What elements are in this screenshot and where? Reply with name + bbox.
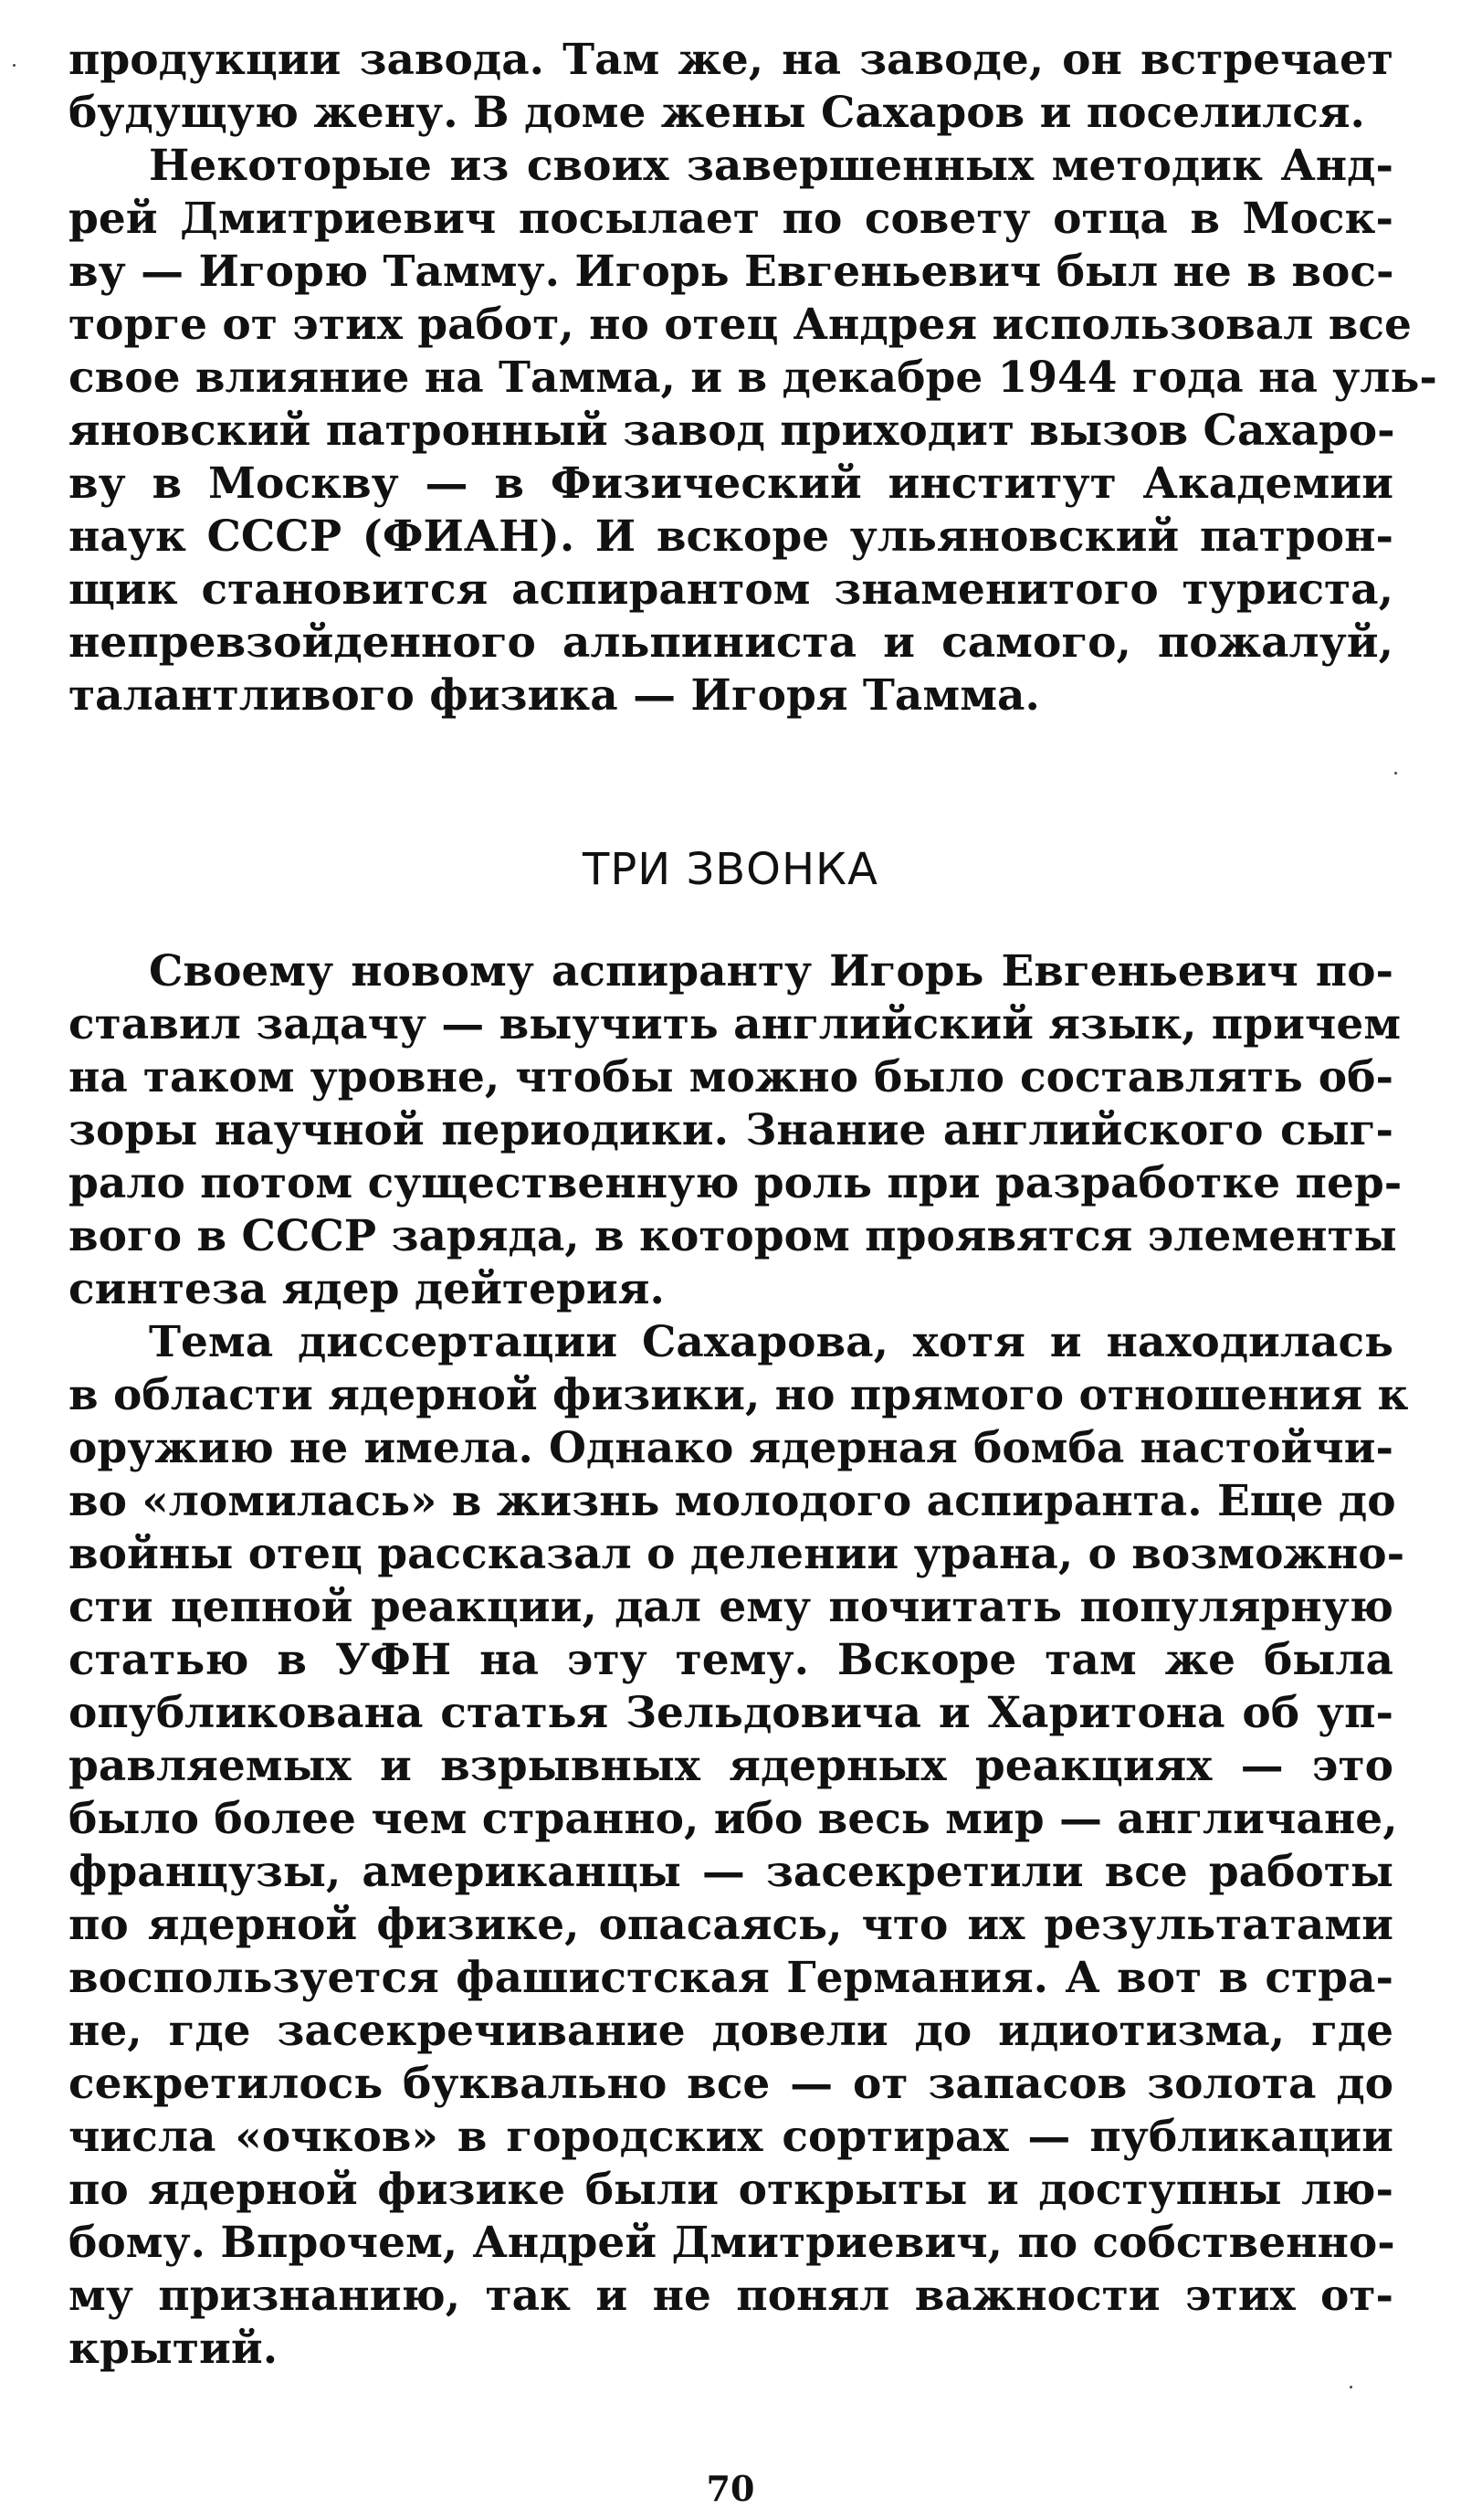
text-line: по ядерной физике были открыты и доступны лю-	[68, 2165, 1393, 2215]
text-line: яновский патронный завод приходит вызов Сахаро-	[68, 406, 1395, 456]
text-line: будущую жену. В доме жены Сахаров и поселился.	[68, 88, 1365, 138]
scan-speck	[13, 64, 16, 67]
text-line: Своему новому аспиранту Игорь Евгеньевич по-	[149, 946, 1393, 996]
text-line: не, где засекречивание довели до идиотизма, где	[68, 2006, 1393, 2056]
text-line: в области ядерной физики, но прямого отношения к	[68, 1370, 1409, 1420]
text-line: оружию не имела. Однако ядерная бомба настойчи-	[68, 1423, 1393, 1473]
text-line: Тема диссертации Сахарова, хотя и находилась	[149, 1317, 1393, 1367]
text-line: синтеза ядер дейтерия.	[68, 1264, 665, 1314]
text-line: щик становится аспирантом знаменитого туриста,	[68, 564, 1393, 615]
text-line: было более чем странно, ибо весь мир — англичане,	[68, 1794, 1398, 1844]
text-line: французы, американцы — засекретили все работы	[68, 1847, 1393, 1897]
text-line: ву в Москву — в Физический институт Академии	[68, 459, 1393, 509]
text-line: во «ломилась» в жизнь молодого аспиранта. Еще до	[68, 1476, 1396, 1526]
text-line: бому. Впрочем, Андрей Дмитриевич, по собственно-	[68, 2218, 1395, 2268]
section-heading: ТРИ ЗВОНКА	[583, 844, 878, 895]
text-line: ву — Игорю Тамму. Игорь Евгеньевич был не в вос-	[68, 247, 1394, 297]
text-line: числа «очков» в городских сортирах — публикации	[68, 2112, 1393, 2162]
text-line: крытий.	[68, 2324, 279, 2374]
page-number: 70	[706, 2468, 755, 2509]
text-line: непревзойденного альпиниста и самого, пожалуй,	[68, 617, 1393, 668]
text-line: вого в СССР заряда, в котором проявятся элементы	[68, 1211, 1397, 1261]
text-line: воспользуется фашистская Германия. А вот в стра-	[68, 1953, 1393, 2003]
scan-speck	[1350, 2386, 1352, 2388]
text-line: продукции завода. Там же, на заводе, он встречает	[68, 35, 1393, 85]
text-line: сти цепной реакции, дал ему почитать популярную	[68, 1582, 1393, 1632]
text-line: му признанию, так и не понял важности этих от-	[68, 2271, 1393, 2321]
text-line: свое влияние на Тамма, и в декабре 1944 года на уль-	[68, 353, 1437, 403]
text-line: секретилось буквально все — от запасов золота до	[68, 2059, 1393, 2109]
text-line: рало потом существенную роль при разработке пер-	[68, 1158, 1403, 1208]
text-line: ставил задачу — выучить английский язык, причем	[68, 999, 1402, 1049]
scan-speck	[1394, 772, 1397, 775]
text-line: наук СССР (ФИАН). И вскоре ульяновский патрон-	[68, 511, 1393, 562]
text-line: Некоторые из своих завершенных методик Анд-	[149, 141, 1393, 191]
text-line: войны отец рассказал о делении урана, о возможно-	[68, 1529, 1405, 1579]
text-line: рей Дмитриевич посылает по совету отца в Моск-	[68, 194, 1393, 244]
text-line: торге от этих работ, но отец Андрея использовал все	[68, 300, 1412, 350]
text-line: статью в УФН на эту тему. Вскоре там же была	[68, 1635, 1393, 1685]
text-line: по ядерной физике, опасаясь, что их результатами	[68, 1900, 1393, 1950]
text-line: талантливого физика — Игоря Тамма.	[68, 670, 1040, 721]
text-line: на таком уровне, чтобы можно было составлять об-	[68, 1052, 1393, 1102]
text-line: опубликована статья Зельдовича и Харитона об уп-	[68, 1688, 1393, 1738]
text-line: равляемых и взрывных ядерных реакциях — это	[68, 1741, 1393, 1791]
text-line: зоры научной периодики. Знание английского сыг-	[68, 1105, 1393, 1155]
